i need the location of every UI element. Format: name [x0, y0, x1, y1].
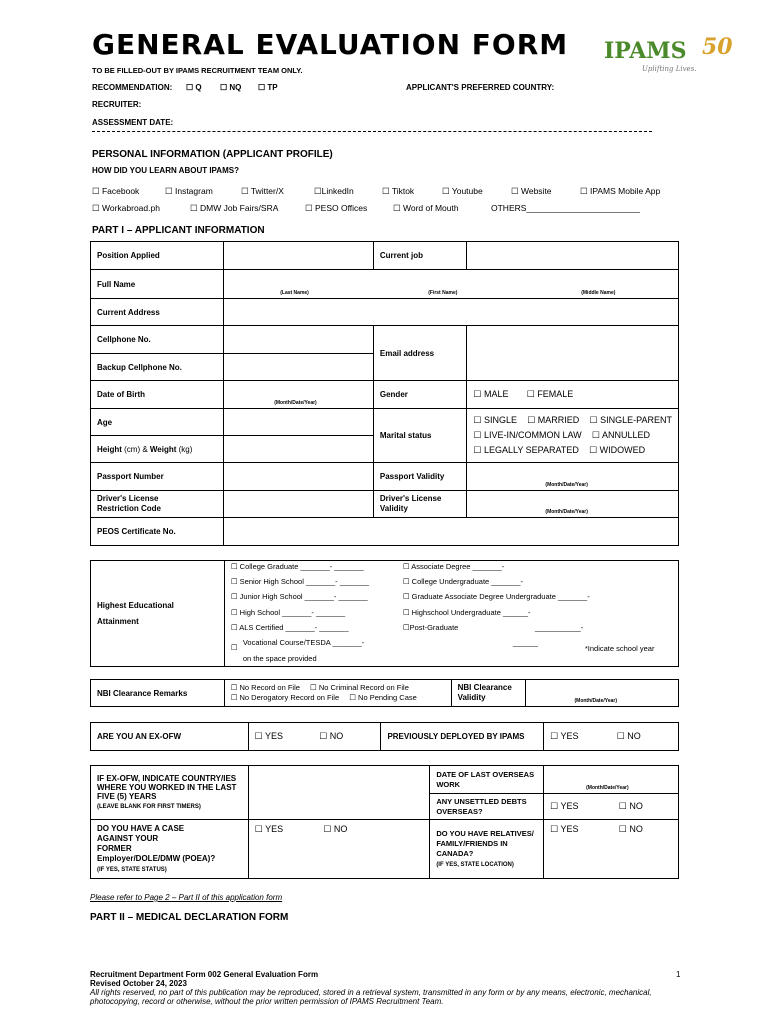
- countries-field[interactable]: [248, 766, 430, 820]
- nbi-no-pending[interactable]: ☐ No Pending Case: [349, 693, 417, 702]
- marital-single-checkbox[interactable]: ☐ SINGLE: [473, 415, 517, 425]
- nbi-remarks-label: NBI Clearance Remarks: [91, 680, 225, 707]
- personal-section-title: PERSONAL INFORMATION (APPLICANT PROFILE): [92, 149, 333, 160]
- marital-single-parent-checkbox[interactable]: ☐ SINGLE-PARENT: [589, 415, 672, 425]
- source-mobile-app[interactable]: ☐ IPAMS Mobile App: [580, 186, 661, 196]
- middle-name-hint: (Middle Name): [581, 290, 616, 296]
- nbi-no-derogatory[interactable]: ☐ No Derogatory Record on File: [230, 693, 340, 702]
- source-facebook[interactable]: ☐ Facebook: [92, 186, 140, 196]
- source-dmw-job-fairs[interactable]: ☐ DMW Job Fairs/SRA: [190, 203, 279, 213]
- edu-school-year-note: *Indicate school year: [584, 644, 655, 653]
- age-label: Age: [91, 409, 224, 436]
- edu-blank-line: ______: [512, 638, 538, 647]
- rec-nq-checkbox[interactable]: ☐ NQ: [220, 83, 242, 92]
- marital-status-label: Marital status: [373, 409, 467, 463]
- height-weight-field[interactable]: [224, 436, 374, 463]
- edu-associate-degree[interactable]: ☐ Associate Degree _______-: [402, 562, 505, 571]
- relatives-yes[interactable]: ☐ YES: [550, 824, 579, 834]
- drivers-license-label: Driver's License Restriction Code: [91, 491, 224, 518]
- cellphone-label: Cellphone No.: [91, 326, 224, 354]
- drivers-license-field[interactable]: [224, 491, 374, 518]
- footer-revised: Revised October 24, 2023: [90, 979, 187, 988]
- position-applied-field[interactable]: [224, 242, 374, 270]
- edu-als-certified[interactable]: ☐ ALS Certified _______- _______: [230, 623, 349, 632]
- edu-senior-high[interactable]: ☐ Senior High School _______- _______: [230, 577, 369, 586]
- form-title: GENERAL EVALUATION FORM: [92, 28, 569, 61]
- assessment-date-label: ASSESSMENT DATE:: [92, 118, 174, 127]
- deployed-options: [544, 723, 679, 751]
- marital-annulled-checkbox[interactable]: ☐ ANNULLED: [591, 430, 650, 440]
- last-overseas-field[interactable]: [544, 766, 679, 794]
- edu-high-school[interactable]: ☐ High School _______- _______: [230, 608, 346, 617]
- countries-label: IF EX-OFW, INDICATE COUNTRY/IES WHERE YOU WORKED IN THE LAST FIVE (5) YEARS (LEAVE BLANK FOR FIRST TIMERS): [91, 766, 249, 820]
- nbi-validity-label: NBI Clearance Validity: [451, 680, 526, 707]
- debts-yes[interactable]: ☐ YES: [550, 801, 579, 811]
- source-others[interactable]: OTHERS________________________: [491, 203, 640, 213]
- source-twitter[interactable]: ☐ Twitter/X: [241, 186, 284, 196]
- footer-page-number: 1: [676, 970, 681, 979]
- gender-options: [467, 381, 679, 409]
- source-word-of-mouth[interactable]: ☐ Word of Mouth: [393, 203, 459, 213]
- edu-post-graduate-line: ___________-: [534, 623, 584, 632]
- edu-space-provided: on the space provided: [242, 654, 317, 663]
- passport-number-field[interactable]: [224, 463, 374, 491]
- nbi-no-criminal[interactable]: ☐ No Criminal Record on File: [310, 683, 409, 692]
- logo-text: IPAMS: [604, 38, 687, 64]
- edu-junior-high[interactable]: ☐ Junior High School _______- _______: [230, 592, 368, 601]
- dob-field[interactable]: [224, 381, 374, 409]
- ipams-logo: [604, 34, 736, 78]
- edu-college-graduate[interactable]: ☐ College Graduate _______- _______: [230, 562, 364, 571]
- drivers-validity-hint: (Month/Date/Year): [545, 509, 588, 515]
- email-label: Email address: [373, 326, 467, 381]
- cellphone-field[interactable]: [224, 326, 374, 354]
- case-label: DO YOU HAVE A CASE AGAINST YOUR FORMER Employer/DOLE/DMW (POEA)? (IF YES, STATE STATUS): [91, 820, 249, 879]
- source-peso-offices[interactable]: ☐ PESO Offices: [305, 203, 368, 213]
- applicant-info-table: [90, 241, 679, 546]
- backup-cellphone-label: Backup Cellphone No.: [91, 354, 224, 381]
- case-yes[interactable]: ☐ YES: [254, 824, 284, 834]
- age-field[interactable]: [224, 409, 374, 436]
- peos-field[interactable]: [224, 518, 679, 546]
- dob-hint: (Month/Date/Year): [274, 400, 317, 406]
- last-overseas-hint: (Month/Date/Year): [586, 785, 629, 791]
- current-job-label: Current job: [373, 242, 467, 270]
- nbi-validity-field[interactable]: [526, 680, 679, 707]
- edu-college-undergraduate[interactable]: ☐ College Undergraduate _______-: [402, 577, 523, 586]
- source-linkedin[interactable]: ☐LinkedIn: [314, 186, 354, 196]
- peos-label: PEOS Certificate No.: [91, 518, 224, 546]
- position-applied-label: Position Applied: [91, 242, 224, 270]
- source-instagram[interactable]: ☐ Instagram: [165, 186, 213, 196]
- preferred-country-label: APPLICANT'S PREFERRED COUNTRY:: [406, 83, 555, 92]
- team-note: TO BE FILLED-OUT BY IPAMS RECRUITMENT TEAM ONLY.: [92, 66, 303, 75]
- rec-q-checkbox[interactable]: ☐ Q: [186, 83, 202, 92]
- source-workabroad[interactable]: ☐ Workabroad.ph: [92, 203, 160, 213]
- ex-ofw-label: ARE YOU AN EX-OFW: [91, 723, 249, 751]
- gender-male-checkbox[interactable]: ☐ MALE: [473, 389, 509, 399]
- drivers-validity-label: Driver's License Validity: [373, 491, 467, 518]
- divider: [92, 131, 652, 132]
- deployed-label: PREVIOUSLY DEPLOYED BY IPAMS: [381, 723, 544, 751]
- education-label: Highest Educational Attainment: [91, 561, 225, 667]
- recruiter-label: RECRUITER:: [92, 100, 142, 109]
- last-name-hint: (Last Name): [280, 290, 309, 296]
- history-table: [90, 765, 679, 879]
- marital-widowed-checkbox[interactable]: ☐ WIDOWED: [589, 445, 646, 455]
- deployed-no[interactable]: ☐ NO: [616, 731, 641, 741]
- backup-cellphone-field[interactable]: [224, 354, 374, 381]
- first-name-hint: (First Name): [428, 290, 458, 296]
- footer-form-name: Recruitment Department Form 002 General Evaluation Form: [90, 970, 319, 979]
- recommendation-label: RECOMMENDATION:: [92, 83, 173, 92]
- rec-tp-checkbox[interactable]: ☐ TP: [258, 83, 278, 92]
- logo-tagline: Uplifting Lives.: [642, 65, 697, 73]
- current-address-field[interactable]: [224, 299, 679, 326]
- ex-ofw-yes[interactable]: ☐ YES: [254, 731, 283, 741]
- logo-fifty: 50: [702, 34, 733, 60]
- current-address-label: Current Address: [91, 299, 224, 326]
- full-name-field[interactable]: [224, 270, 679, 299]
- source-youtube[interactable]: ☐ Youtube: [442, 186, 483, 196]
- refer-note: Please refer to Page 2 – Part II of this application form: [90, 893, 283, 902]
- edu-post-graduate[interactable]: ☐Post-Graduate: [402, 623, 459, 632]
- nbi-options: [224, 680, 451, 707]
- case-options: [248, 820, 430, 879]
- ex-ofw-options: [248, 723, 381, 751]
- education-table: [90, 560, 679, 667]
- dob-label: Date of Birth: [91, 381, 224, 409]
- relatives-options: [544, 820, 679, 879]
- relatives-label: DO YOU HAVE RELATIVES/ FAMILY/FRIENDS IN CANADA? (IF YES, STATE LOCATION): [430, 820, 544, 879]
- passport-validity-hint: (Month/Date/Year): [545, 482, 588, 488]
- height-weight-label: Height (cm) & Weight (kg): [91, 436, 224, 463]
- nbi-table: [90, 679, 679, 707]
- marital-married-checkbox[interactable]: ☐ MARRIED: [527, 415, 580, 425]
- current-job-field[interactable]: [467, 242, 679, 270]
- debts-label: ANY UNSETTLED DEBTS OVERSEAS?: [430, 794, 544, 820]
- marital-legally-separated-checkbox[interactable]: ☐ LEGALLY SEPARATED: [473, 445, 579, 455]
- edu-vocational-checkbox[interactable]: ☐: [230, 643, 238, 652]
- edu-highschool-undergraduate[interactable]: ☐ Highschool Undergraduate ______-: [402, 608, 531, 617]
- learn-question: HOW DID YOU LEARN ABOUT IPAMS?: [92, 166, 239, 175]
- drivers-validity-field[interactable]: [467, 491, 679, 518]
- case-no[interactable]: ☐ NO: [323, 824, 348, 834]
- part2-title: PART II – MEDICAL DECLARATION FORM: [90, 912, 289, 923]
- gender-label: Gender: [373, 381, 467, 409]
- last-overseas-label: DATE OF LAST OVERSEAS WORK: [430, 766, 544, 794]
- edu-vocational: Vocational Course/TESDA _______-: [242, 638, 365, 647]
- passport-validity-label: Passport Validity: [373, 463, 467, 491]
- source-tiktok[interactable]: ☐ Tiktok: [382, 186, 415, 196]
- ex-ofw-no[interactable]: ☐ NO: [319, 731, 344, 741]
- deployed-yes[interactable]: ☐ YES: [550, 731, 579, 741]
- footer-rights: All rights reserved, no part of this publication may be reproduced, stored in a retrieval system, transmitted in any form or by any means, electronic, mechanical, photocopying, record or otherwise, without the prior written permission of IPAMS Recruitment Team.: [90, 988, 652, 1006]
- source-website[interactable]: ☐ Website: [511, 186, 552, 196]
- passport-number-label: Passport Number: [91, 463, 224, 491]
- marital-live-in-checkbox[interactable]: ☐ LIVE-IN/COMMON LAW: [473, 430, 582, 440]
- email-field[interactable]: [467, 326, 679, 381]
- ofw-table: [90, 722, 679, 751]
- marital-options: [467, 409, 679, 463]
- nbi-validity-hint: (Month/Date/Year): [574, 698, 617, 704]
- relatives-no[interactable]: ☐ NO: [618, 824, 643, 834]
- edu-graduate-associate[interactable]: ☐ Graduate Associate Degree Undergraduate _______-: [402, 592, 590, 601]
- nbi-no-record[interactable]: ☐ No Record on File: [230, 683, 300, 692]
- debts-no[interactable]: ☐ NO: [618, 801, 643, 811]
- debts-options: [544, 794, 679, 820]
- full-name-label: Full Name: [91, 270, 224, 299]
- part1-title: PART I – APPLICANT INFORMATION: [92, 225, 265, 236]
- passport-validity-field[interactable]: [467, 463, 679, 491]
- gender-female-checkbox[interactable]: ☐ FEMALE: [526, 389, 574, 399]
- education-options: [224, 561, 678, 667]
